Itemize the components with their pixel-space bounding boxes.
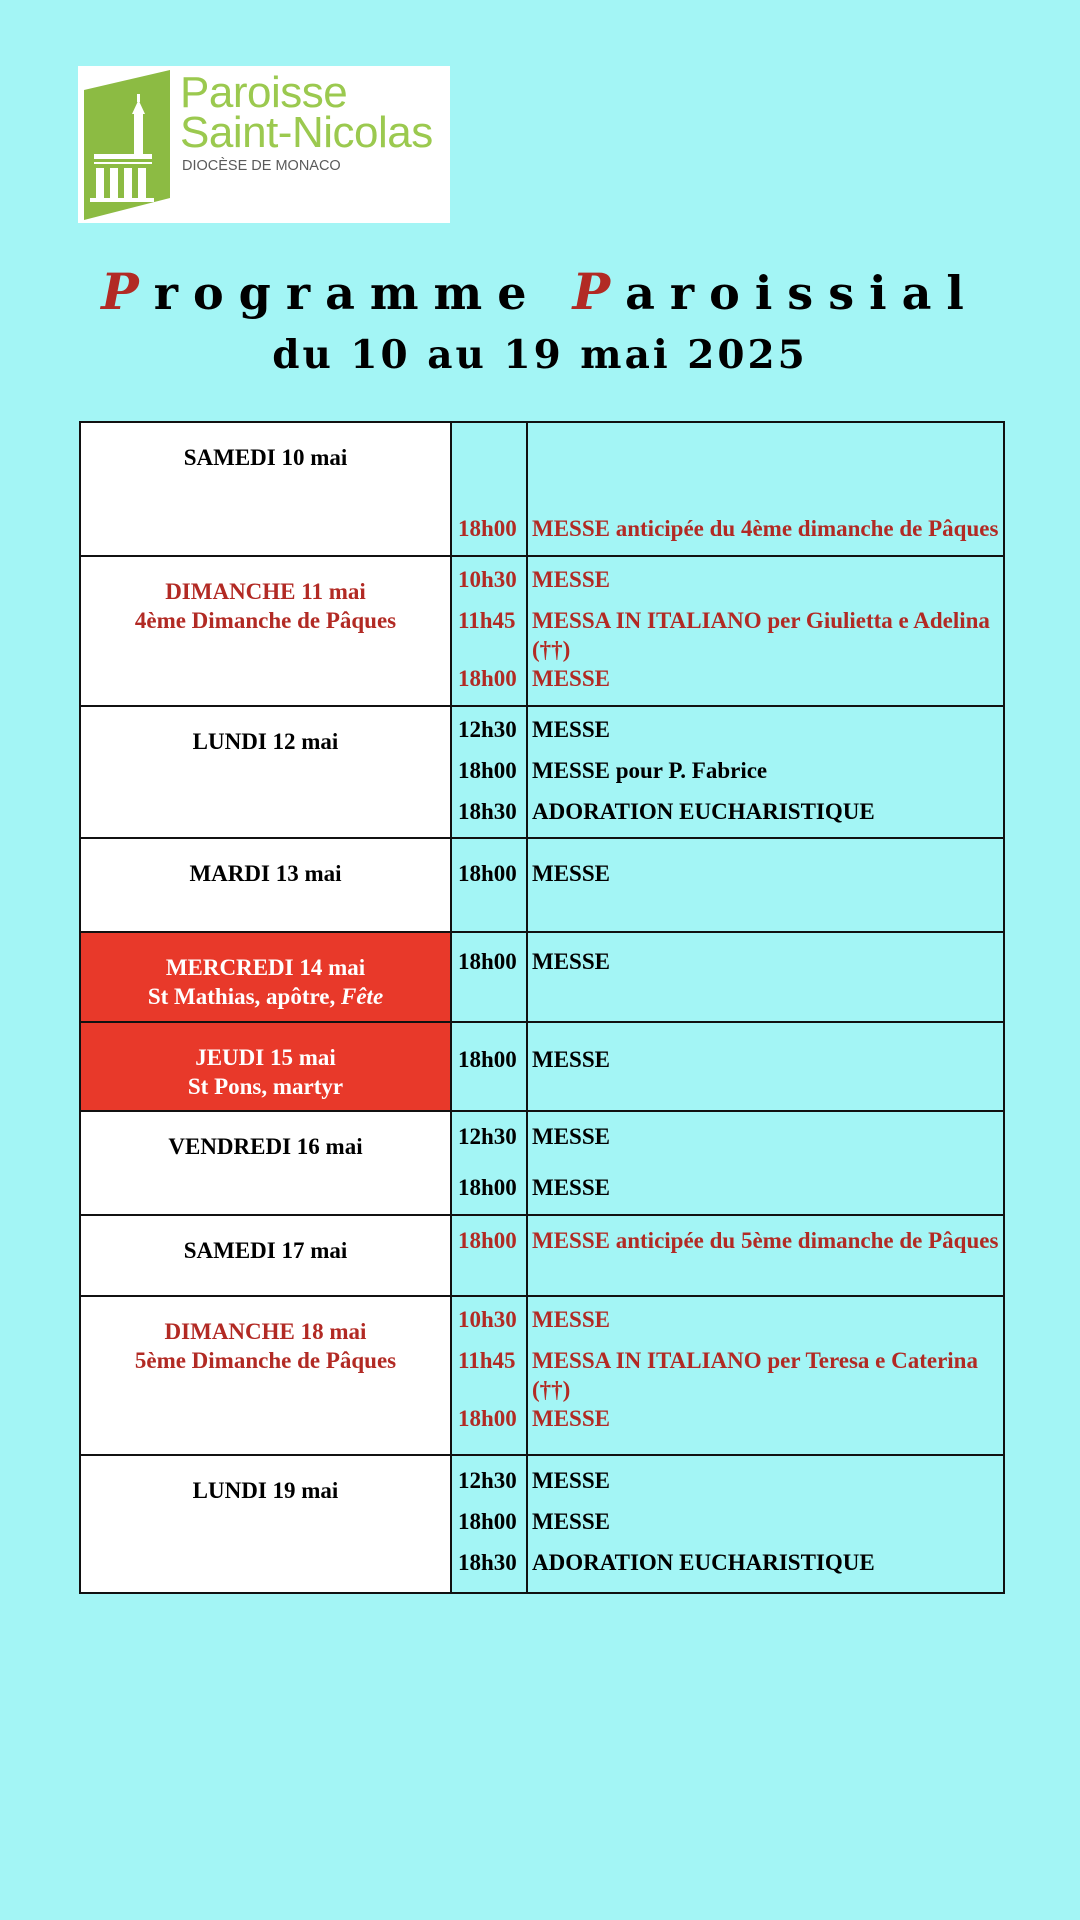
- time-cell: [451, 1111, 527, 1215]
- entry-event: MESSE: [532, 1047, 610, 1072]
- title-word-1: rogramme: [153, 266, 573, 320]
- day-cell: [80, 1022, 451, 1111]
- church-icon: [84, 70, 176, 220]
- entry-time: 11h45: [458, 608, 516, 633]
- entry-time: 18h00: [458, 1228, 517, 1253]
- entry-time: 18h00: [458, 861, 517, 886]
- entry-time: 12h30: [458, 1124, 517, 1149]
- day-name: DIMANCHE 18 mai: [164, 1319, 367, 1344]
- entry-event: MESSE: [532, 1307, 610, 1332]
- schedule-row: [80, 1111, 1004, 1215]
- page-subtitle: du 10 au 19 mai 2025: [272, 332, 808, 378]
- entry-event: MESSE anticipée du 5ème dimanche de Pâques: [532, 1228, 999, 1253]
- day-name: SAMEDI 10 mai: [183, 445, 348, 470]
- schedule-row: [80, 556, 1004, 706]
- entry-time: 18h00: [458, 758, 517, 783]
- event-cell: [527, 1111, 1004, 1215]
- day-subtitle: [81, 606, 450, 635]
- day-name: MERCREDI 14 mai: [165, 955, 366, 980]
- entry-time: 18h00: [458, 949, 517, 974]
- entry-time: 18h00: [458, 1175, 517, 1200]
- time-cell: [451, 1022, 527, 1111]
- day-name: LUNDI 12 mai: [192, 729, 339, 754]
- schedule-row: [80, 422, 1004, 556]
- title-initial-1: P: [101, 262, 154, 321]
- day-name: JEUDI 15 mai: [195, 1045, 336, 1070]
- day-subtitle-feast: Fête: [341, 984, 384, 1009]
- event-cell: [527, 1215, 1004, 1296]
- event-cell: [527, 556, 1004, 706]
- entry-event: MESSE: [532, 1468, 610, 1493]
- schedule-row: [80, 932, 1004, 1022]
- entry-event: MESSE: [532, 1509, 610, 1534]
- entry-event: ADORATION EUCHARISTIQUE: [532, 799, 875, 824]
- day-name: LUNDI 19 mai: [192, 1478, 339, 1503]
- schedule-row: [80, 1455, 1004, 1593]
- entry-event: MESSA IN ITALIANO per Giulietta e Adelina (††): [532, 608, 990, 662]
- event-cell: [527, 932, 1004, 1022]
- day-subtitle-text: 5ème Dimanche de Pâques: [134, 1348, 397, 1373]
- entry-time: 18h00: [458, 666, 517, 691]
- schedule-row: [80, 706, 1004, 838]
- schedule-row: [80, 838, 1004, 932]
- time-cell: [451, 706, 527, 838]
- entry-time: 18h00: [458, 1509, 517, 1534]
- day-name: MARDI 13 mai: [189, 861, 342, 886]
- day-cell: [80, 932, 451, 1022]
- logo-line-saint-nicolas: Saint-Nicolas: [180, 108, 433, 157]
- entry-time: [458, 443, 526, 472]
- event-cell: [527, 706, 1004, 838]
- page-title: [0, 262, 1080, 321]
- day-cell: [80, 556, 451, 706]
- parish-logo: [78, 66, 450, 223]
- entry-event: MESSE anticipée du 4ème dimanche de Pâques: [532, 516, 999, 541]
- entry-time: 10h30: [458, 567, 517, 592]
- entry-event: MESSE: [532, 567, 610, 592]
- day-subtitle: [81, 982, 450, 1011]
- day-cell: [80, 1111, 451, 1215]
- schedule-row: [80, 1215, 1004, 1296]
- day-subtitle: [81, 1072, 450, 1101]
- entry-time: 18h00: [458, 516, 517, 541]
- schedule-row: [80, 1296, 1004, 1455]
- time-cell: [451, 1215, 527, 1296]
- event-cell: [527, 838, 1004, 932]
- entry-event: ADORATION EUCHARISTIQUE: [532, 1550, 875, 1575]
- schedule-table: [79, 421, 1005, 1594]
- day-cell: [80, 1296, 451, 1455]
- entry-event: MESSE: [532, 861, 610, 886]
- entry-event: MESSE: [532, 1406, 610, 1431]
- title-word-2: aroissial: [625, 266, 979, 320]
- time-cell: [451, 1455, 527, 1593]
- day-name: VENDREDI 16 mai: [168, 1134, 363, 1159]
- entry-time: 12h30: [458, 717, 517, 742]
- day-cell: [80, 838, 451, 932]
- logo-line-paroisse: Paroisse: [180, 68, 348, 117]
- entry-time: 18h30: [458, 799, 517, 824]
- time-cell: [451, 932, 527, 1022]
- schedule-row: [80, 1022, 1004, 1111]
- time-cell: [451, 838, 527, 932]
- entry-time: 12h30: [458, 1468, 517, 1493]
- time-cell: [451, 1296, 527, 1455]
- event-cell: [527, 1022, 1004, 1111]
- entry-event: MESSE: [532, 1124, 610, 1149]
- entry-event: MESSE: [532, 717, 610, 742]
- event-cell: [527, 422, 1004, 556]
- day-subtitle-text: St Pons, martyr: [187, 1074, 344, 1099]
- day-cell: [80, 706, 451, 838]
- day-cell: [80, 1455, 451, 1593]
- entry-event: MESSA IN ITALIANO per Teresa e Caterina (††): [532, 1348, 978, 1402]
- entry-event: MESSE pour P. Fabrice: [532, 758, 768, 783]
- event-cell: [527, 1296, 1004, 1455]
- event-cell: [527, 1455, 1004, 1593]
- entry-event: [532, 443, 1001, 472]
- entry-time: 11h45: [458, 1348, 516, 1373]
- day-subtitle-text: 4ème Dimanche de Pâques: [134, 608, 397, 633]
- day-name: SAMEDI 17 mai: [183, 1238, 348, 1263]
- title-initial-2: P: [572, 262, 626, 321]
- day-subtitle-text: St Mathias, apôtre,: [147, 984, 341, 1009]
- day-name: DIMANCHE 11 mai: [165, 579, 366, 604]
- entry-time: 18h30: [458, 1550, 517, 1575]
- logo-line-diocese: DIOCÈSE DE MONACO: [182, 158, 341, 174]
- entry-event: MESSE: [532, 666, 610, 691]
- time-cell: [451, 556, 527, 706]
- day-subtitle: [81, 1346, 450, 1375]
- entry-time: 18h00: [458, 1047, 517, 1072]
- day-cell: [80, 1215, 451, 1296]
- entry-time: 10h30: [458, 1307, 517, 1332]
- entry-event: MESSE: [532, 1175, 610, 1200]
- entry-event: MESSE: [532, 949, 610, 974]
- entry-time: 18h00: [458, 1406, 517, 1431]
- day-cell: [80, 422, 451, 556]
- time-cell: [451, 422, 527, 556]
